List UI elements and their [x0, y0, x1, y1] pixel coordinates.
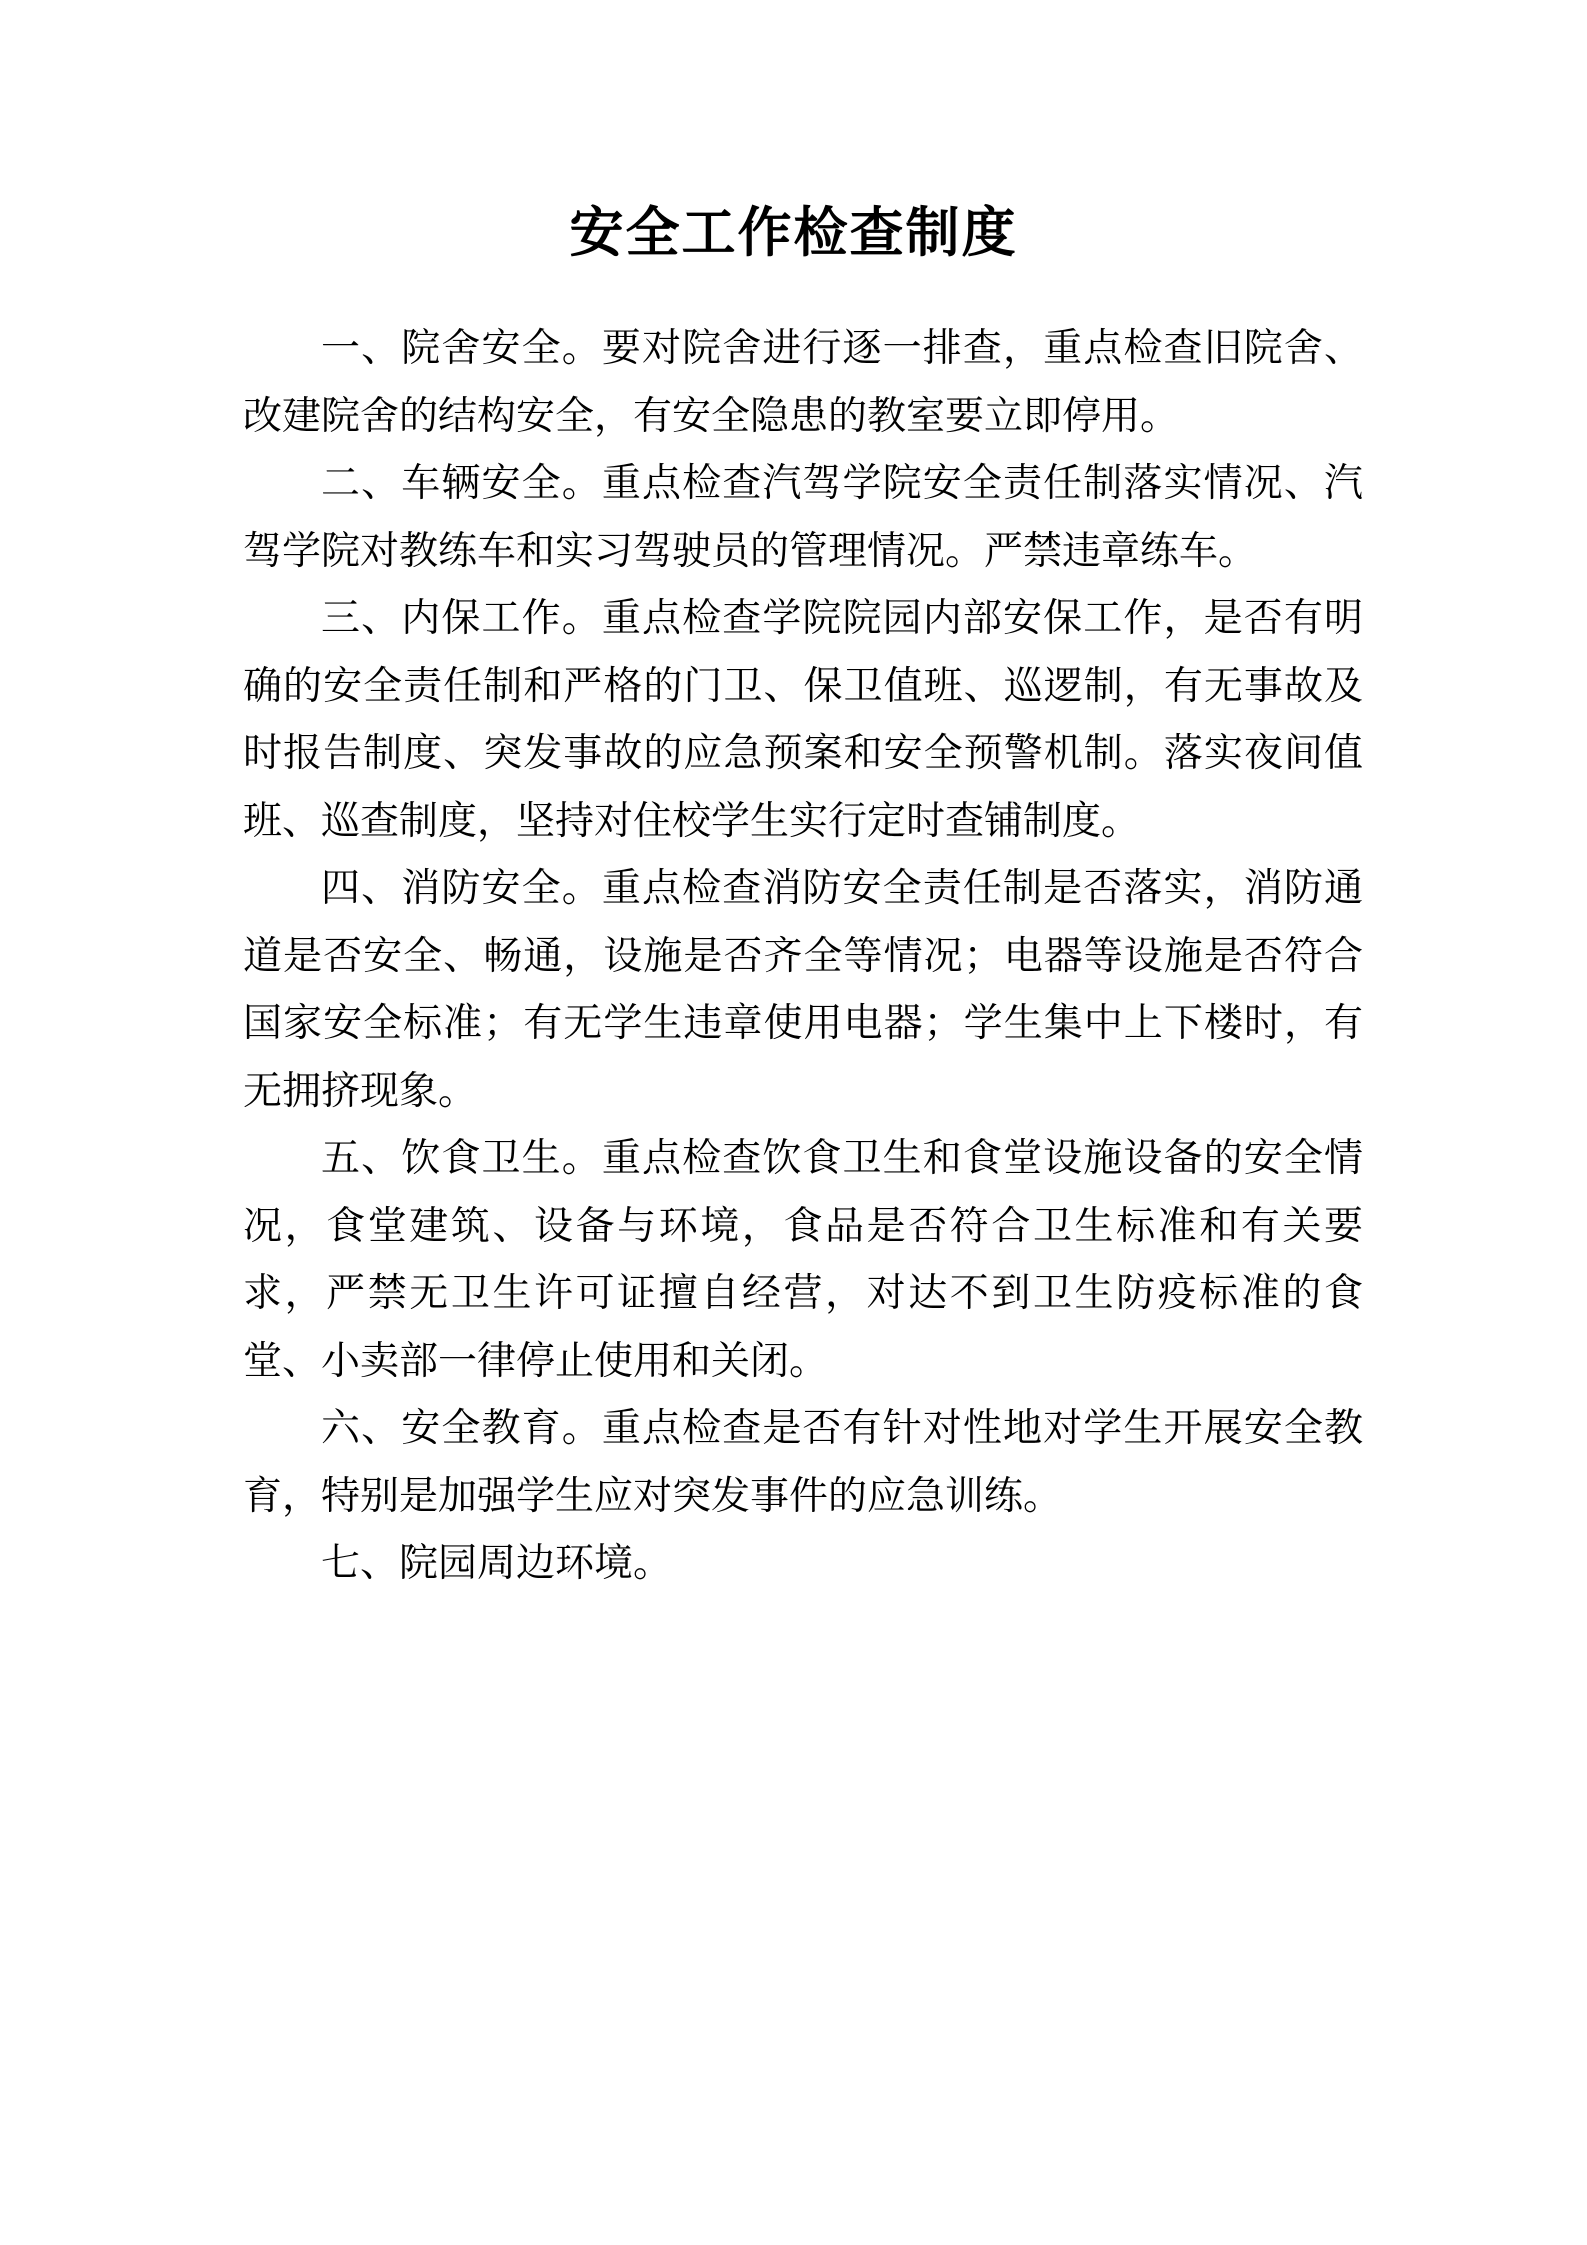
- paragraph-dormitory-safety: 一、院舍安全。要对院舍进行逐一排查，重点检查旧院舍、改建院舍的结构安全，有安全隐患的教室要立即停用。: [243, 326, 1363, 439]
- paragraph-campus-surroundings: 七、院园周边环境。: [321, 1541, 673, 1586]
- paragraph-internal-security: 三、内保工作。重点检查学院院园内部安保工作，是否有明确的安全责任制和严格的门卫、保卫值班、巡逻制，有无事故及时报告制度、突发事故的应急预案和安全预警机制。落实夜间值班、巡查制度，坚持对住校学生实行定时查铺制度。: [243, 596, 1363, 844]
- paragraph-safety-education: 六、安全教育。重点检查是否有针对性地对学生开展安全教育，特别是加强学生应对突发事件的应急训练。: [243, 1406, 1363, 1519]
- paragraph-food-hygiene: 五、饮食卫生。重点检查饮食卫生和食堂设施设备的安全情况，食堂建筑、设备与环境，食品是否符合卫生标准和有关要求，严禁无卫生许可证擅自经营，对达不到卫生防疫标准的食堂、小卖部一律停止使用和关闭。: [243, 1136, 1363, 1384]
- document-body: [243, 315, 1363, 1598]
- paragraph-fire-safety: 四、消防安全。重点检查消防安全责任制是否落实，消防通道是否安全、畅通，设施是否齐全等情况；电器等设施是否符合国家安全标准；有无学生违章使用电器；学生集中上下楼时，有无拥挤现象。: [243, 866, 1363, 1114]
- paragraph-vehicle-safety: 二、车辆安全。重点检查汽驾学院安全责任制落实情况、汽驾学院对教练车和实习驾驶员的管理情况。严禁违章练车。: [243, 461, 1363, 574]
- document-title: 安全工作检查制度: [569, 201, 1018, 264]
